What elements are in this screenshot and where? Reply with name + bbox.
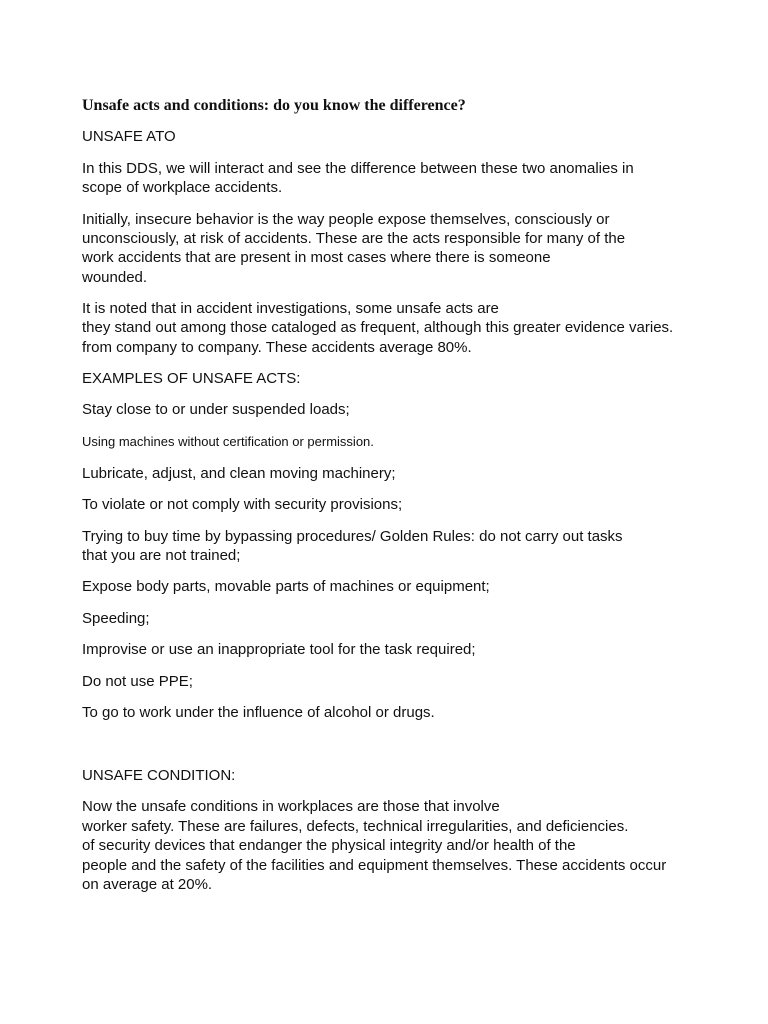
example-item: Expose body parts, movable parts of machines or equipment; — [82, 578, 490, 595]
example-item: Improvise or use an inappropriate tool for the task required; — [82, 641, 476, 658]
example-item: Using machines without certification or permission. — [82, 434, 374, 449]
paragraph-line: worker safety. These are failures, defects, technical irregularities, and deficiencies. — [82, 818, 629, 835]
paragraph-line: wounded. — [82, 269, 148, 286]
unsafe-condition-heading: UNSAFE CONDITION: — [82, 767, 236, 784]
paragraph-line: work accidents that are present in most cases where there is someone — [82, 249, 551, 266]
paragraph-line: on average at 20%. — [82, 876, 213, 893]
example-item: that you are not trained; — [82, 547, 241, 564]
document-title: Unsafe acts and conditions: do you know the difference? — [82, 97, 466, 114]
example-item: Do not use PPE; — [82, 673, 193, 690]
example-item: To violate or not comply with security provisions; — [82, 496, 403, 513]
paragraph-line: they stand out among those cataloged as frequent, although this greater evidence varies. — [82, 319, 674, 336]
example-item: Lubricate, adjust, and clean moving machinery; — [82, 465, 396, 482]
paragraph-line: from company to company. These accidents average 80%. — [82, 339, 472, 356]
example-item: Trying to buy time by bypassing procedures/ Golden Rules: do not carry out tasks — [82, 528, 623, 545]
intro-line: scope of workplace accidents. — [82, 179, 283, 196]
example-item: Speeding; — [82, 610, 150, 627]
paragraph-line: Now the unsafe conditions in workplaces are those that involve — [82, 798, 500, 815]
paragraph-line: of security devices that endanger the physical integrity and/or health of the — [82, 837, 576, 854]
intro-line: In this DDS, we will interact and see the difference between these two anomalies in — [82, 160, 634, 177]
unsafe-act-heading: UNSAFE ATO — [82, 128, 176, 145]
paragraph-line: It is noted that in accident investigations, some unsafe acts are — [82, 300, 499, 317]
paragraph-line: unconsciously, at risk of accidents. These are the acts responsible for many of the — [82, 230, 626, 247]
example-item: Stay close to or under suspended loads; — [82, 401, 350, 418]
examples-heading: EXAMPLES OF UNSAFE ACTS: — [82, 370, 301, 387]
paragraph-line: people and the safety of the facilities and equipment themselves. These accidents occur — [82, 857, 667, 874]
paragraph-line: Initially, insecure behavior is the way people expose themselves, consciously or — [82, 211, 610, 228]
example-item: To go to work under the influence of alcohol or drugs. — [82, 704, 435, 721]
